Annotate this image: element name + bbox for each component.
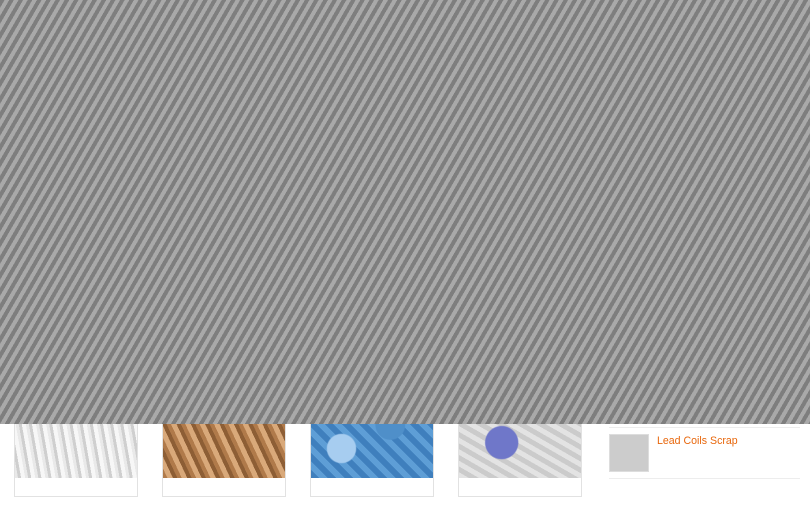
product-title <box>459 478 581 496</box>
product-title <box>15 478 137 496</box>
product-title <box>311 478 433 496</box>
sidebar-product-list <box>609 122 800 479</box>
list-item[interactable] <box>609 428 800 479</box>
product-title <box>163 478 285 496</box>
sidebar <box>600 0 810 447</box>
product-thumbnail[interactable] <box>609 434 649 472</box>
sidebar-product-link[interactable]: Lead Coils Scrap <box>657 435 738 447</box>
